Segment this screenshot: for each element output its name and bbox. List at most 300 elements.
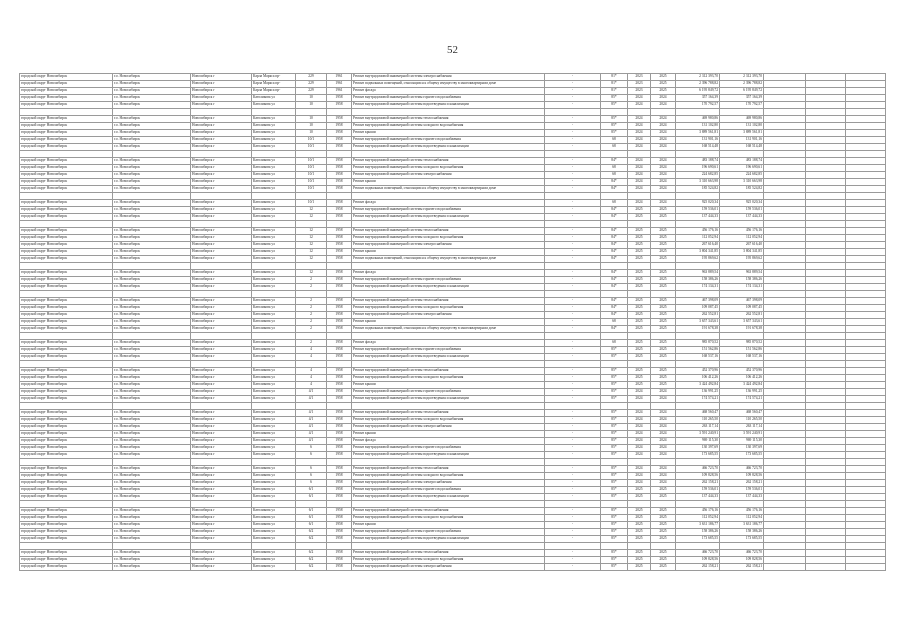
work-type-cell: Ремонт внутридомовой инженерной системы водоотведения и канализации	[352, 214, 545, 221]
street-cell: Католикова ул	[252, 347, 296, 354]
start-year-cell: 2024	[628, 179, 651, 186]
city-cell: Новосибирск г	[191, 74, 252, 81]
dash-cell: -	[545, 116, 601, 123]
empty-cell	[846, 312, 886, 319]
cost-total-cell: 262 158,21	[720, 564, 764, 571]
locality-cell: г.о. Новосибирск	[113, 354, 191, 361]
cost-total-cell: 3 631 186,77	[720, 522, 764, 529]
municipality-cell: городской округ Новосибирск	[20, 368, 113, 375]
cost-total-cell: 170 792,57	[720, 102, 764, 109]
dash-cell: -	[545, 102, 601, 109]
cost-cell: 174 574,21	[676, 396, 720, 403]
empty-cell	[252, 543, 296, 550]
street-cell: Католикова ул	[252, 158, 296, 165]
work-type-cell: Ремонт крыши	[352, 382, 545, 389]
city-cell: Новосибирск г	[191, 284, 252, 291]
empty-cell	[846, 417, 886, 424]
empty-cell	[806, 389, 846, 396]
locality-cell: г.о. Новосибирск	[113, 564, 191, 571]
empty-cell	[806, 564, 846, 571]
locality-cell: г.о. Новосибирск	[113, 88, 191, 95]
empty-cell	[846, 158, 886, 165]
work-type-cell: Ремонт внутридомовой инженерной системы холодного водоснабжения	[352, 235, 545, 242]
empty-cell	[764, 137, 806, 144]
empty-cell	[806, 326, 846, 333]
empty-cell	[113, 333, 191, 340]
table-row	[20, 529, 886, 536]
empty-cell	[352, 291, 545, 298]
start-year-cell: 2025	[628, 494, 651, 501]
empty-cell	[191, 333, 252, 340]
empty-cell	[806, 256, 846, 263]
year-cell: 1958	[327, 515, 352, 522]
empty-cell	[764, 284, 806, 291]
house-cell: 6/1	[296, 522, 327, 529]
empty-cell	[20, 501, 113, 508]
city-cell: Новосибирск г	[191, 130, 252, 137]
empty-cell	[846, 536, 886, 543]
empty-cell	[846, 508, 886, 515]
empty-cell	[252, 263, 296, 270]
empty-cell	[764, 445, 806, 452]
street-cell: Карла Маркса пр-	[252, 81, 296, 88]
locality-cell: г.о. Новосибирск	[113, 228, 191, 235]
year-cell: 1958	[327, 368, 352, 375]
empty-cell	[806, 228, 846, 235]
table-row	[20, 480, 886, 487]
end-year-cell: 2025	[651, 508, 676, 515]
empty-cell	[806, 263, 846, 270]
year-cell: 1958	[327, 354, 352, 361]
municipality-cell: городской округ Новосибирск	[20, 74, 113, 81]
empty-cell	[806, 480, 846, 487]
year-cell: 1958	[327, 186, 352, 193]
city-cell: Новосибирск г	[191, 102, 252, 109]
municipality-cell: городской округ Новосибирск	[20, 102, 113, 109]
work-type-cell: Ремонт внутридомовой инженерной системы водоотведения и канализации	[352, 452, 545, 459]
cost-total-cell: 466 723,70	[720, 466, 764, 473]
street-cell: Католикова ул	[252, 319, 296, 326]
city-cell: Новосибирск г	[191, 277, 252, 284]
empty-cell	[846, 543, 886, 550]
dash-cell: -	[545, 137, 601, 144]
empty-cell	[601, 361, 628, 368]
empty-cell	[545, 151, 601, 158]
empty-cell	[764, 494, 806, 501]
empty-cell	[806, 529, 846, 536]
start-year-cell: 2024	[628, 186, 651, 193]
year-cell: 1958	[327, 228, 352, 235]
empty-cell	[651, 459, 676, 466]
table-row	[20, 340, 886, 347]
table-row-spacer	[20, 151, 886, 158]
locality-cell: г.о. Новосибирск	[113, 165, 191, 172]
year-cell: 1958	[327, 494, 352, 501]
city-cell: Новосибирск г	[191, 242, 252, 249]
wear-cell: 85*	[601, 102, 628, 109]
street-cell: Католикова ул	[252, 144, 296, 151]
cost-total-cell: 109 828,56	[720, 473, 764, 480]
municipality-cell: городской округ Новосибирск	[20, 522, 113, 529]
empty-cell	[806, 312, 846, 319]
empty-cell	[651, 109, 676, 116]
end-year-cell: 2024	[651, 480, 676, 487]
municipality-cell: городской округ Новосибирск	[20, 396, 113, 403]
locality-cell: г.о. Новосибирск	[113, 480, 191, 487]
street-cell: Католикова ул	[252, 452, 296, 459]
dash-cell: -	[545, 550, 601, 557]
cost-cell: 3 424 492,84	[676, 382, 720, 389]
empty-cell	[764, 550, 806, 557]
empty-cell	[806, 557, 846, 564]
dash-cell: -	[545, 515, 601, 522]
city-cell: Новосибирск г	[191, 81, 252, 88]
table-row	[20, 298, 886, 305]
year-cell: 1958	[327, 165, 352, 172]
city-cell: Новосибирск г	[191, 480, 252, 487]
dash-cell: -	[545, 424, 601, 431]
empty-cell	[806, 522, 846, 529]
empty-cell	[764, 354, 806, 361]
end-year-cell: 2025	[651, 81, 676, 88]
work-type-cell: Ремонт внутридомовой инженерной системы холодного водоснабжения	[352, 417, 545, 424]
end-year-cell: 2024	[651, 144, 676, 151]
municipality-cell: городской округ Новосибирск	[20, 557, 113, 564]
cost-cell: 195 869,62	[676, 256, 720, 263]
wear-cell: 85*	[601, 550, 628, 557]
end-year-cell: 2024	[651, 137, 676, 144]
wear-cell: 85*	[601, 522, 628, 529]
empty-cell	[545, 221, 601, 228]
empty-cell	[846, 424, 886, 431]
empty-cell	[191, 221, 252, 228]
cost-total-cell: 456 176,16	[720, 228, 764, 235]
street-cell: Католикова ул	[252, 375, 296, 382]
year-cell: 1958	[327, 277, 352, 284]
empty-cell	[846, 102, 886, 109]
municipality-cell: городской округ Новосибирск	[20, 235, 113, 242]
empty-cell	[720, 543, 764, 550]
start-year-cell: 2025	[628, 522, 651, 529]
wear-cell: 68	[601, 172, 628, 179]
empty-cell	[545, 459, 601, 466]
empty-cell	[352, 543, 545, 550]
table-row	[20, 305, 886, 312]
empty-cell	[113, 501, 191, 508]
empty-cell	[846, 480, 886, 487]
year-cell: 1958	[327, 487, 352, 494]
wear-cell: 85*	[601, 95, 628, 102]
empty-cell	[764, 340, 806, 347]
empty-cell	[628, 263, 651, 270]
house-cell: 229	[296, 74, 327, 81]
empty-cell	[806, 543, 846, 550]
year-cell: 1958	[327, 445, 352, 452]
empty-cell	[846, 165, 886, 172]
city-cell: Новосибирск г	[191, 95, 252, 102]
empty-cell	[327, 403, 352, 410]
empty-cell	[806, 109, 846, 116]
cost-cell: 137 444,33	[676, 494, 720, 501]
start-year-cell: 2025	[628, 284, 651, 291]
start-year-cell: 2025	[628, 564, 651, 571]
start-year-cell: 2024	[628, 389, 651, 396]
table-row	[20, 445, 886, 452]
empty-cell	[806, 116, 846, 123]
empty-cell	[352, 221, 545, 228]
empty-cell	[764, 333, 806, 340]
empty-cell	[352, 109, 545, 116]
empty-cell	[806, 284, 846, 291]
house-cell: 12	[296, 207, 327, 214]
municipality-cell: городской округ Новосибирск	[20, 487, 113, 494]
table-row	[20, 354, 886, 361]
empty-cell	[846, 95, 886, 102]
cost-total-cell: 131 102,80	[720, 123, 764, 130]
empty-cell	[720, 151, 764, 158]
city-cell: Новосибирск г	[191, 396, 252, 403]
locality-cell: г.о. Новосибирск	[113, 438, 191, 445]
wear-cell: 85*	[601, 375, 628, 382]
empty-cell	[846, 88, 886, 95]
year-cell: 1958	[327, 438, 352, 445]
empty-cell	[676, 263, 720, 270]
year-cell: 1958	[327, 305, 352, 312]
empty-cell	[720, 291, 764, 298]
start-year-cell: 2025	[628, 242, 651, 249]
wear-cell: 85*	[601, 431, 628, 438]
table-row	[20, 235, 886, 242]
empty-cell	[191, 403, 252, 410]
end-year-cell: 2025	[651, 550, 676, 557]
empty-cell	[806, 277, 846, 284]
end-year-cell: 2024	[651, 431, 676, 438]
empty-cell	[191, 263, 252, 270]
city-cell: Новосибирск г	[191, 452, 252, 459]
table-row-spacer	[20, 543, 886, 550]
empty-cell	[327, 459, 352, 466]
empty-cell	[846, 501, 886, 508]
city-cell: Новосибирск г	[191, 214, 252, 221]
street-cell: Католикова ул	[252, 515, 296, 522]
wear-cell: 85*	[601, 424, 628, 431]
empty-cell	[601, 501, 628, 508]
locality-cell: г.о. Новосибирск	[113, 207, 191, 214]
year-cell: 1958	[327, 522, 352, 529]
cost-cell: 3 657 343,61	[676, 319, 720, 326]
cost-total-cell: 159 536,01	[720, 487, 764, 494]
empty-cell	[191, 543, 252, 550]
empty-cell	[846, 144, 886, 151]
city-cell: Новосибирск г	[191, 431, 252, 438]
table-row	[20, 487, 886, 494]
cost-cell: 130 397,69	[676, 445, 720, 452]
end-year-cell: 2024	[651, 116, 676, 123]
table-row	[20, 382, 886, 389]
empty-cell	[764, 144, 806, 151]
empty-cell	[764, 347, 806, 354]
year-cell: 1961	[327, 81, 352, 88]
locality-cell: г.о. Новосибирск	[113, 298, 191, 305]
empty-cell	[806, 95, 846, 102]
empty-cell	[764, 368, 806, 375]
house-cell: 6/1	[296, 494, 327, 501]
table-row	[20, 522, 886, 529]
street-cell: Католикова ул	[252, 557, 296, 564]
work-type-cell: Ремонт внутридомовой инженерной системы горячего водоснабжения	[352, 445, 545, 452]
municipality-cell: городской округ Новосибирск	[20, 347, 113, 354]
house-cell: 229	[296, 88, 327, 95]
empty-cell	[676, 543, 720, 550]
house-cell: 10/1	[296, 200, 327, 207]
cost-total-cell: 3 657 343,61	[720, 319, 764, 326]
house-cell: 4/1	[296, 389, 327, 396]
municipality-cell: городской округ Новосибирск	[20, 508, 113, 515]
house-cell: 4	[296, 368, 327, 375]
empty-cell	[764, 242, 806, 249]
empty-cell	[846, 340, 886, 347]
empty-cell	[764, 564, 806, 571]
empty-cell	[601, 333, 628, 340]
municipality-cell: городской округ Новосибирск	[20, 270, 113, 277]
end-year-cell: 2024	[651, 158, 676, 165]
empty-cell	[764, 396, 806, 403]
table-row	[20, 123, 886, 130]
year-cell: 1958	[327, 284, 352, 291]
city-cell: Новосибирск г	[191, 158, 252, 165]
locality-cell: г.о. Новосибирск	[113, 536, 191, 543]
house-cell: 4	[296, 382, 327, 389]
house-cell: 4/1	[296, 431, 327, 438]
empty-cell	[352, 193, 545, 200]
dash-cell: -	[545, 536, 601, 543]
cost-cell: 3 889 561,81	[676, 130, 720, 137]
cost-cell: 985 870,52	[676, 340, 720, 347]
start-year-cell: 2024	[628, 452, 651, 459]
empty-cell	[806, 179, 846, 186]
empty-cell	[676, 459, 720, 466]
empty-cell	[628, 109, 651, 116]
end-year-cell: 2025	[651, 228, 676, 235]
empty-cell	[676, 333, 720, 340]
empty-cell	[545, 543, 601, 550]
empty-cell	[764, 165, 806, 172]
cost-cell: 109 087,45	[676, 305, 720, 312]
empty-cell	[764, 361, 806, 368]
house-cell: 4/1	[296, 410, 327, 417]
cost-cell: 469 980,86	[676, 116, 720, 123]
table-row	[20, 81, 886, 88]
work-type-cell: Ремонт внутридомовой инженерной системы электроснабжения	[352, 242, 545, 249]
end-year-cell: 2025	[651, 235, 676, 242]
empty-cell	[327, 543, 352, 550]
empty-cell	[113, 543, 191, 550]
cost-cell: 158 386,26	[676, 277, 720, 284]
locality-cell: г.о. Новосибирск	[113, 452, 191, 459]
city-cell: Новосибирск г	[191, 179, 252, 186]
municipality-cell: городской округ Новосибирск	[20, 277, 113, 284]
year-cell: 1961	[327, 88, 352, 95]
street-cell: Католикова ул	[252, 200, 296, 207]
dash-cell: -	[545, 130, 601, 137]
start-year-cell: 2025	[628, 228, 651, 235]
locality-cell: г.о. Новосибирск	[113, 522, 191, 529]
start-year-cell: 2025	[628, 270, 651, 277]
cost-cell: 267 616,40	[676, 242, 720, 249]
end-year-cell: 2024	[651, 417, 676, 424]
empty-cell	[628, 543, 651, 550]
empty-cell	[846, 207, 886, 214]
city-cell: Новосибирск г	[191, 326, 252, 333]
empty-cell	[846, 452, 886, 459]
municipality-cell: городской округ Новосибирск	[20, 186, 113, 193]
cost-total-cell: 452 370,96	[720, 368, 764, 375]
empty-cell	[296, 543, 327, 550]
empty-cell	[846, 564, 886, 571]
empty-cell	[764, 214, 806, 221]
cost-cell: 106 412,26	[676, 375, 720, 382]
cost-cell: 170 792,57	[676, 102, 720, 109]
street-cell: Карла Маркса пр-	[252, 74, 296, 81]
table-row-spacer	[20, 109, 886, 116]
work-type-cell: Ремонт внутридомовой инженерной системы теплоснабжения	[352, 410, 545, 417]
wear-cell: 84*	[601, 326, 628, 333]
cost-cell: 2 396 788,82	[676, 81, 720, 88]
locality-cell: г.о. Новосибирск	[113, 466, 191, 473]
empty-cell	[846, 459, 886, 466]
wear-cell: 68	[601, 319, 628, 326]
empty-cell	[846, 396, 886, 403]
locality-cell: г.о. Новосибирск	[113, 172, 191, 179]
empty-cell	[651, 361, 676, 368]
empty-cell	[846, 277, 886, 284]
cost-cell: 159 536,01	[676, 207, 720, 214]
empty-cell	[20, 263, 113, 270]
house-cell: 4/1	[296, 417, 327, 424]
street-cell: Католикова ул	[252, 186, 296, 193]
municipality-cell: городской округ Новосибирск	[20, 445, 113, 452]
city-cell: Новосибирск г	[191, 200, 252, 207]
wear-cell: 68	[601, 144, 628, 151]
empty-cell	[676, 291, 720, 298]
wear-cell: 85*	[601, 389, 628, 396]
year-cell: 1958	[327, 319, 352, 326]
locality-cell: г.о. Новосибирск	[113, 116, 191, 123]
city-cell: Новосибирск г	[191, 424, 252, 431]
cost-cell: 191 678,38	[676, 326, 720, 333]
start-year-cell: 2025	[628, 536, 651, 543]
work-type-cell: Ремонт фасада	[352, 200, 545, 207]
empty-cell	[764, 235, 806, 242]
work-type-cell: Ремонт внутридомовой инженерной системы холодного водоснабжения	[352, 165, 545, 172]
dash-cell: -	[545, 396, 601, 403]
street-cell: Католикова ул	[252, 284, 296, 291]
empty-cell	[846, 256, 886, 263]
empty-cell	[846, 249, 886, 256]
cost-total-cell: 262 158,21	[720, 480, 764, 487]
empty-cell	[20, 403, 113, 410]
cost-total-cell: 137 444,33	[720, 494, 764, 501]
empty-cell	[651, 263, 676, 270]
end-year-cell: 2025	[651, 529, 676, 536]
table-row	[20, 137, 886, 144]
street-cell: Католикова ул	[252, 389, 296, 396]
work-type-cell: Ремонт внутридомовой инженерной системы горячего водоснабжения	[352, 487, 545, 494]
dash-cell: -	[545, 144, 601, 151]
empty-cell	[764, 249, 806, 256]
start-year-cell: 2025	[628, 207, 651, 214]
empty-cell	[191, 459, 252, 466]
